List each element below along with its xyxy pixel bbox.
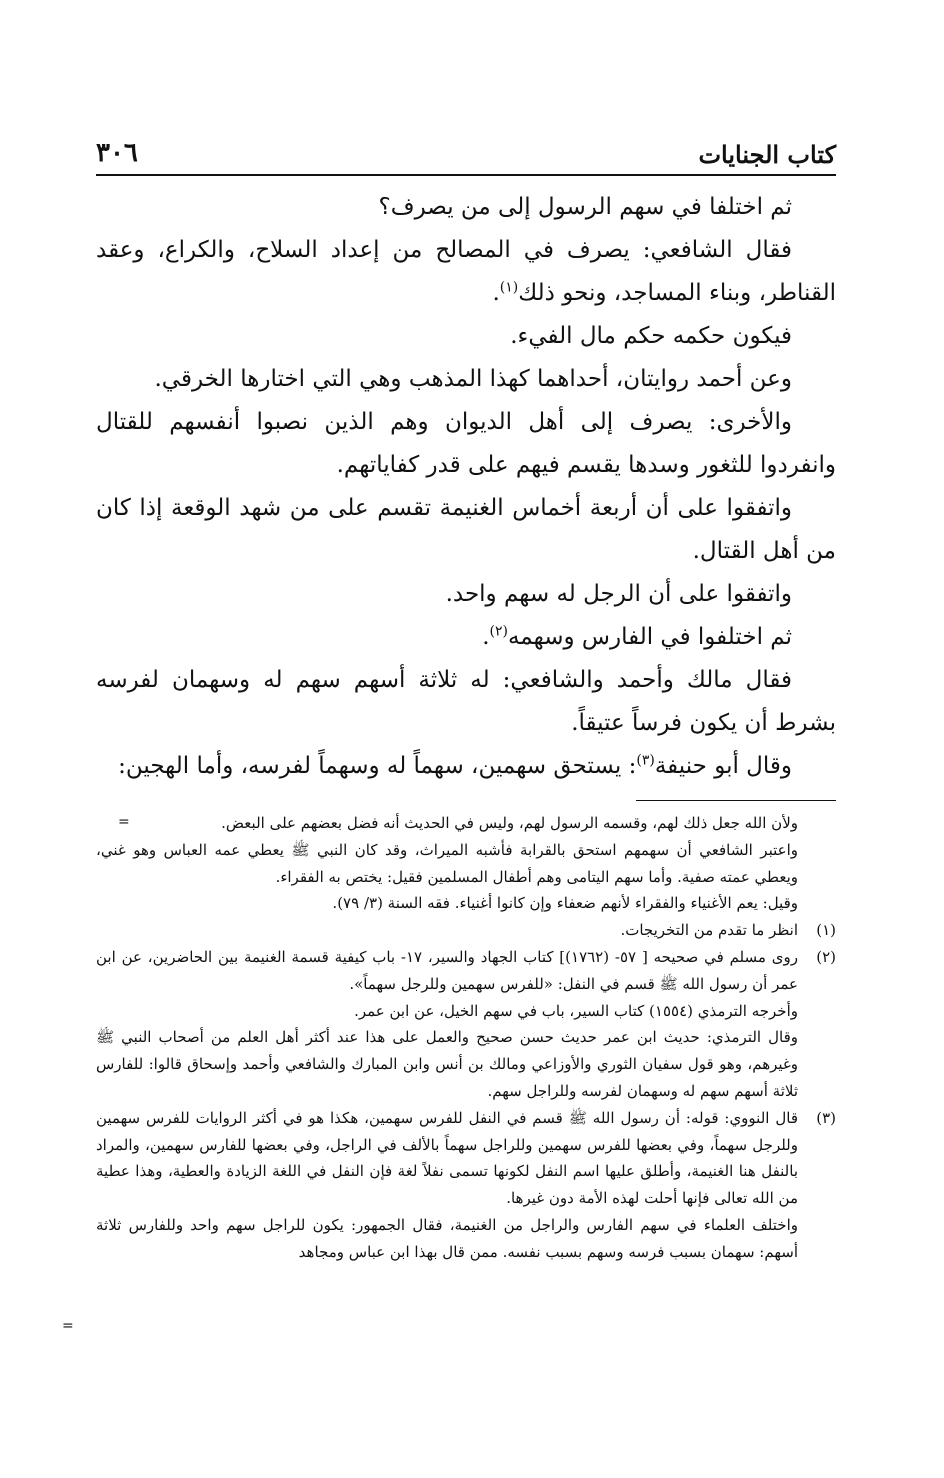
footnote-continued: ولأن الله جعل ذلك لهم، وقسمه الرسول لهم، وليس في الحديث أنه فضل بعضهم على البعض. واعتبر الشافعي أن سهمهم استحق بالقرابة فأشبه الميراث، وقد كان النبي ﷺ يعطي عمه العباس وهو غني، ويعطي عمته صفية. وأما سهم اليتامى وهم أطفال المسلمين فقيل: يختص به الفقراء. وقيل: يعم الأغنياء والفقراء لأنهم ضعفاء وإن كانوا أغنياء. فقه السنة (٣/ ٧٩).	[96, 814, 798, 913]
continued-from-mark: =	[118, 814, 130, 830]
footnote-number: (٣)	[816, 1108, 836, 1127]
paragraph: ثم اختلفا في سهم الرسول إلى من يصرف؟	[378, 194, 792, 220]
main-text	[96, 186, 836, 788]
page-number: ٣٠٦	[96, 138, 138, 168]
footnote-1: (١) انظر ما تقدم من التخريجات.	[96, 917, 836, 944]
paragraph: وعن أحمد روايتان، أحداهما كهذا المذهب وهي التي اختارها الخرقي.	[154, 366, 792, 392]
paragraph: والأخرى: يصرف إلى أهل الديوان وهم الذين نصبوا أنفسهم للقتال وانفردوا للثغور وسدها يقسم فيهم على قدر كفاياتهم.	[96, 409, 836, 478]
footnote-ref: (١)	[499, 279, 519, 296]
footnote-number: (١)	[816, 921, 836, 940]
footnote-ref: (٣)	[636, 752, 655, 769]
paragraph: واتفقوا على أن أربعة أخماس الغنيمة تقسم على من شهد الوقعة إذا كان من أهل القتال.	[96, 495, 836, 564]
running-title: كتاب الجنايات	[698, 140, 836, 169]
footnote-3: (٣) قال النووي: قوله: أن رسول الله ﷺ قسم في النفل للفرس سهمين، هكذا هو في أكثر الروايات للفرس سهمين وللرجل سهماً، وفي بعضها للفرس سهمين وللراجل سهماً بالألف في الراجل، وفي بعضها للفارس سهمين، والمراد بالنفل هنا الغنيمة، وأطلق عليها اسم النفل لكونها تسمى نفلاً لغة فإن النفل في اللغة الزيادة والعطية، وهذا عطية من الله تعالى فإنها أحلت لهذه الأمة دون غيرها. واختلف العلماء في سهم الفارس والراجل من الغنيمة، فقال الجمهور: يكون للراجل سهم واحد وللفارس ثلاثة أسهم: سهمان بسبب فرسه وسهم بسبب نفسه. ممن قال بهذا ابن عباس ومجاهد	[96, 1105, 836, 1266]
footnote-divider	[636, 800, 836, 801]
paragraph: فقال مالك وأحمد والشافعي: له ثلاثة أسهم سهم له وسهمان لفرسه بشرط أن يكون فرساً عتيقاً.	[96, 667, 836, 736]
paragraph: فيكون حكمه حكم مال الفيء.	[510, 323, 792, 349]
paragraph: فقال الشافعي: يصرف في المصالح من إعداد السلاح، والكراع، وعقد القناطر، وبناء المساجد، ونحو ذلك$^{(١)}$.	[96, 237, 836, 306]
footnote-number: (٢)	[816, 947, 836, 966]
paragraph: واتفقوا على أن الرجل له سهم واحد.	[445, 581, 792, 607]
paragraph: وقال أبو حنيفة$^{(٣)}$: يستحق سهمين، سهماً له وسهماً لفرسه، وأما الهجين:	[118, 752, 792, 779]
page-header	[96, 138, 836, 176]
paragraph: ثم اختلفوا في الفارس وسهمه$^{(٢)}$.	[482, 623, 792, 650]
footnote-2: (٢) روى مسلم في صحيحه [ ٥٧- (١٧٦٢)] كتاب الجهاد والسير، ١٧- باب كيفية قسمة الغنيمة بين الحاضرين، عن ابن عمر أن رسول الله ﷺ قسم في النفل: «للفرس سهمين وللرجل سهماً». وأخرجه الترمذي (١٥٥٤) كتاب السير، باب في سهم الخيل، عن ابن عمر. وقال الترمذي: حديث ابن عمر حديث حسن صحيح والعمل على هذا عند أكثر أهل العلم من أصحاب النبي ﷺ وغيرهم، وهو قول سفيان الثوري والأوزاعي ومالك بن أنس وابن المبارك والشافعي وأحمد وإسحاق قالوا: للفارس ثلاثة أسهم سهم له وسهمان لفرسه وللراجل سهم.	[96, 944, 836, 1105]
footnotes	[96, 810, 836, 1266]
footnote-ref: (٢)	[489, 623, 508, 640]
continues-mark: =	[62, 1318, 74, 1334]
